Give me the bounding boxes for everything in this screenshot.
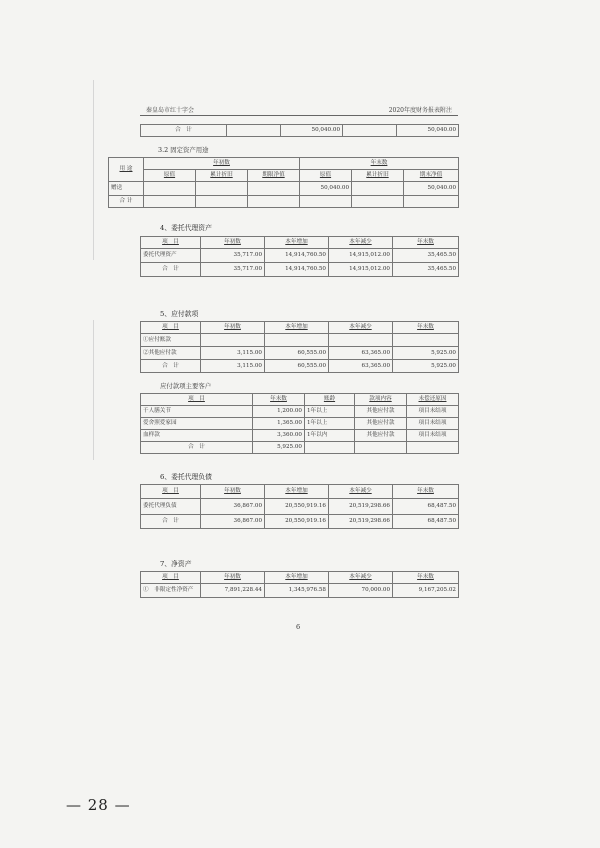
header-cell: 年末数 (300, 158, 459, 170)
cell: 其他应付款 (355, 406, 407, 418)
folio-number: — 28 — (66, 796, 131, 814)
header-cell: 累计折旧 (196, 170, 248, 182)
cell: 其他应付款 (355, 430, 407, 442)
main-customers-table (140, 393, 459, 454)
table-row (141, 237, 459, 249)
cell: 35,717.00 (201, 263, 265, 277)
cell: 3,115.00 (201, 360, 265, 373)
table-row (141, 572, 459, 584)
table-row (141, 263, 459, 277)
page-number: 6 (296, 623, 301, 631)
header-cell: 期末净值 (404, 170, 459, 182)
header-cell: 账龄 (305, 394, 355, 406)
cell: 项目未结项 (407, 406, 459, 418)
cell: 20,550,919.16 (265, 515, 329, 529)
header-cell: 本年增加 (265, 322, 329, 334)
header-cell: 原值 (300, 170, 352, 182)
table-row (141, 499, 459, 515)
table-row (141, 334, 459, 347)
fixed-assets-use-table (108, 157, 459, 208)
cell: 项目未结项 (407, 430, 459, 442)
cell: 14,915,012.00 (329, 263, 393, 277)
cell: 合 计 (141, 515, 201, 529)
header-cell: 本年增加 (265, 485, 329, 499)
header-cell: 项 目 (141, 394, 253, 406)
net-assets-table (140, 571, 459, 598)
header-cell: 年末数 (393, 237, 459, 249)
cell: 14,915,012.00 (329, 249, 393, 263)
cell: 合 计 (141, 360, 201, 373)
cell: 合 计 (141, 263, 201, 277)
header-cell: 年初数 (201, 322, 265, 334)
table-row (109, 182, 459, 196)
header-cell: 未偿还原因 (407, 394, 459, 406)
cell: 1,200.00 (253, 406, 305, 418)
section-heading: 7、净资产 (160, 560, 192, 568)
header-cell: 用 途 (109, 158, 144, 182)
scan-edge-mark (93, 80, 94, 260)
table-row (141, 584, 459, 598)
cell: 20,519,298.66 (329, 515, 393, 529)
header-cell: 本年减少 (329, 322, 393, 334)
table-row (109, 158, 459, 170)
cell: 14,914,760.50 (265, 263, 329, 277)
header-cell: 年末数 (393, 485, 459, 499)
cell: 70,000.00 (329, 584, 393, 598)
table-row (109, 170, 459, 182)
table-row (141, 406, 459, 418)
cell: ①应付账款 (141, 334, 201, 347)
payables-table (140, 321, 459, 373)
scan-edge-mark (93, 320, 94, 460)
cell: 项目未结项 (407, 418, 459, 430)
cell: ① 非限定性净资产 (141, 584, 201, 598)
section-heading: 应付款项主要客户 (160, 382, 212, 390)
cell: 1年以内 (305, 430, 355, 442)
section-heading: 6、委托代理负债 (160, 473, 212, 481)
cell: 63,365.00 (329, 360, 393, 373)
header-cell: 年初数 (201, 485, 265, 499)
cell: 血样款 (141, 430, 253, 442)
cell: 其他应付款 (355, 418, 407, 430)
header-cell: 项 目 (141, 322, 201, 334)
header-cell: 本年增加 (265, 237, 329, 249)
cell: 5,925.00 (253, 442, 305, 454)
header-cell: 年末数 (393, 322, 459, 334)
cell: 60,555.00 (265, 347, 329, 360)
cell: ②其他应付款 (141, 347, 201, 360)
cell: 35,717.00 (201, 249, 265, 263)
table-row (141, 394, 459, 406)
header-cell: 项 目 (141, 485, 201, 499)
cell: 20,519,298.66 (329, 499, 393, 515)
header-rule (140, 115, 458, 116)
cell: 赠送 (109, 182, 144, 196)
cell: 3,115.00 (201, 347, 265, 360)
header-cell: 本年减少 (329, 485, 393, 499)
header-cell: 本年减少 (329, 237, 393, 249)
cell: 68,487.50 (393, 515, 459, 529)
header-report-title: 2020年度财务报表附注 (388, 107, 452, 114)
header-cell: 年初数 (201, 572, 265, 584)
header-cell: 项 目 (141, 572, 201, 584)
header-cell: 年初数 (144, 158, 300, 170)
entrusted-assets-table (140, 236, 459, 277)
cell: 爱舍照爱家园 (141, 418, 253, 430)
header-cell: 原值 (144, 170, 196, 182)
header-cell: 年末数 (393, 572, 459, 584)
cell: 5,925.00 (393, 360, 459, 373)
cell: 合 计 (141, 442, 253, 454)
table-row (141, 322, 459, 334)
cell: 50,040.00 (281, 125, 343, 137)
cell: 14,914,760.50 (265, 249, 329, 263)
table-row (109, 196, 459, 208)
header-cell: 本年增加 (265, 572, 329, 584)
header-cell: 款项内容 (355, 394, 407, 406)
cell: 1,365.00 (253, 418, 305, 430)
cell: 7,891,228.44 (201, 584, 265, 598)
cell: 35,465.50 (393, 249, 459, 263)
row-label: 合 计 (141, 125, 227, 137)
cell: 63,365.00 (329, 347, 393, 360)
table-row (141, 360, 459, 373)
table-row (141, 485, 459, 499)
cell: 50,040.00 (397, 125, 459, 137)
cell: 20,550,919.16 (265, 499, 329, 515)
cell: 36,867.00 (201, 499, 265, 515)
cell: 68,487.50 (393, 499, 459, 515)
cell: 9,167,205.02 (393, 584, 459, 598)
cell: 合 计 (109, 196, 144, 208)
header-org: 秦皇岛市红十字会 (146, 107, 195, 114)
fixed-assets-total-table (140, 124, 459, 137)
cell: 35,465.50 (393, 263, 459, 277)
section-heading: 3.2 固定资产用途 (158, 146, 209, 154)
section-heading: 5、应付款项 (160, 310, 199, 318)
table-row (141, 418, 459, 430)
cell: 1,345,976.58 (265, 584, 329, 598)
cell: 3,360.00 (253, 430, 305, 442)
cell: 50,040.00 (404, 182, 459, 196)
table-row (141, 125, 459, 137)
section-heading: 4、委托代理资产 (160, 224, 212, 232)
cell: 1年以上 (305, 418, 355, 430)
cell: 千人膳关节 (141, 406, 253, 418)
header-cell: 项 目 (141, 237, 201, 249)
cell: 5,925.00 (393, 347, 459, 360)
cell: 1年以上 (305, 406, 355, 418)
cell: 委托代理资产 (141, 249, 201, 263)
cell: 50,040.00 (300, 182, 352, 196)
header-cell: 年末数 (253, 394, 305, 406)
cell: 委托代理负债 (141, 499, 201, 515)
table-row (141, 249, 459, 263)
header-cell: 本年减少 (329, 572, 393, 584)
cell: 60,555.00 (265, 360, 329, 373)
header-cell: 期限净值 (248, 170, 300, 182)
table-row (141, 347, 459, 360)
entrusted-liabilities-table (140, 484, 459, 529)
cell: 36,867.00 (201, 515, 265, 529)
table-row (141, 515, 459, 529)
header-cell: 累计折旧 (352, 170, 404, 182)
header-cell: 年初数 (201, 237, 265, 249)
table-row (141, 442, 459, 454)
table-row (141, 430, 459, 442)
